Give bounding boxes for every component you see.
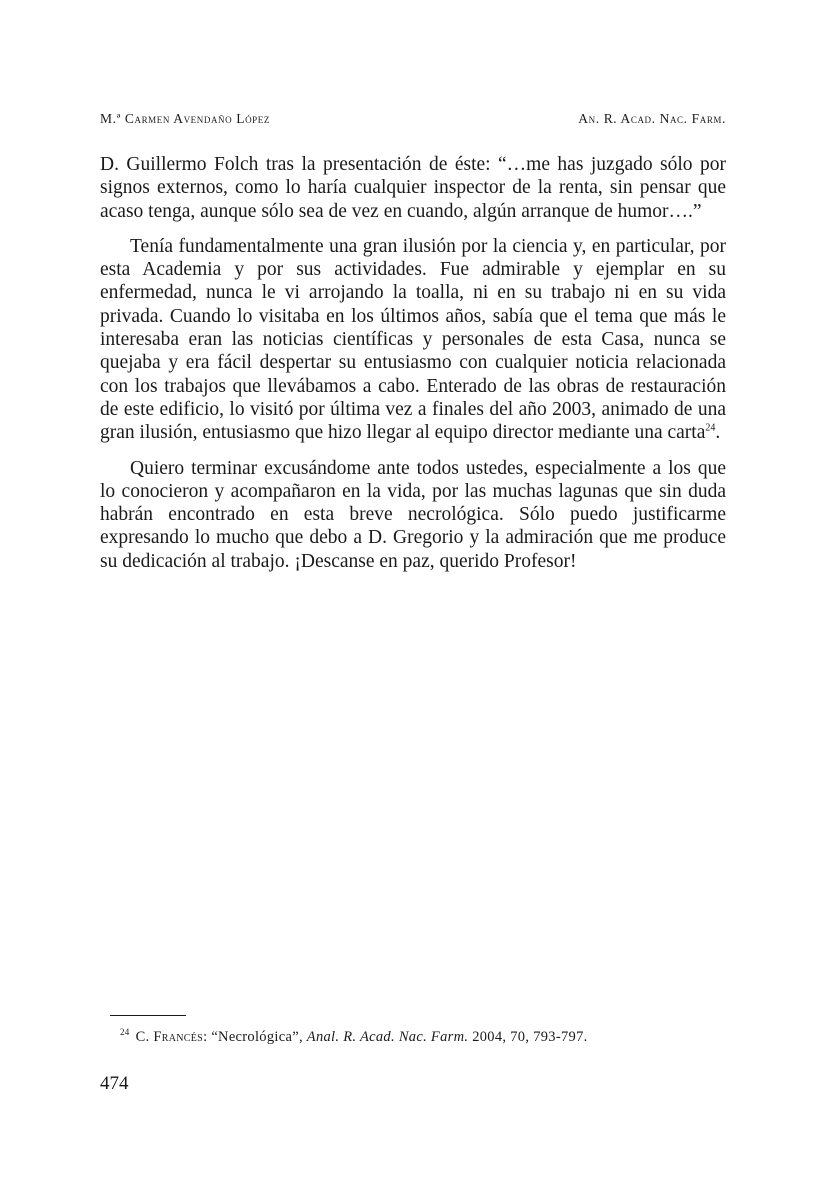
paragraph-2 — [100, 235, 726, 445]
paragraph-3: Quiero terminar excusándome ante todos ustedes, especialmente a los que lo conocieron y acompañaron en la vida, por las muchas lagunas que sin duda habrán encontrado en esta breve necrológica. Sólo puedo justificarme expresando lo mucho que debo a D. Gregorio y la admiración que me produce su dedicación al trabajo. ¡Descanse en paz, querido Profesor! — [100, 457, 726, 572]
body-text — [100, 153, 726, 573]
running-head-author: M.ª Carmen Avendaño López — [100, 111, 270, 126]
footnote-title: : “Necrológica”, — [203, 1029, 307, 1045]
footnote-marker: 24 — [120, 1027, 130, 1038]
footnote-details: 2004, 70, 793-797. — [468, 1029, 588, 1045]
footnote-divider — [110, 1015, 186, 1016]
paragraph-2-end: . — [715, 422, 721, 444]
running-head — [100, 111, 726, 127]
paragraph-1: D. Guillermo Folch tras la presentación de éste: “…me has juzgado sólo por signos externos, como lo haría cualquier inspector de la renta, sin pensar que acaso tenga, aunque sólo sea de vez en cuando, algún arranque de humor….” — [100, 154, 726, 222]
footnote — [120, 1028, 720, 1046]
footnote-reference[interactable]: 24 — [705, 422, 716, 434]
page-number: 474 — [100, 1073, 129, 1094]
paragraph-2-text: Tenía fundamentalmente una gran ilusión por la ciencia y, en particular, por esta Academia y por sus actividades. Fue admirable y ejemplar en su enfermedad, nunca le vi arrojando la toalla, ni en su trabajo ni en su vida privada. Cuando lo visitaba en los últimos años, sabía que el tema que más le interesaba eran las noticias científicas y personales de esta Casa, nunca se quejaba y era fácil despertar su entusiasmo con cualquier noticia relacionada con los trabajos que llevábamos a cabo. Enterado de las obras de restauración de este edificio, lo visitó por última vez a finales del año 2003, animado de una gran ilusión, entusiasmo que hizo llegar al equipo director mediante una carta — [100, 235, 726, 444]
footnote-journal: Anal. R. Acad. Nac. Farm. — [306, 1029, 469, 1045]
footnote-author: C. Francés — [135, 1029, 204, 1045]
running-head-journal: An. R. Acad. Nac. Farm. — [578, 111, 726, 126]
